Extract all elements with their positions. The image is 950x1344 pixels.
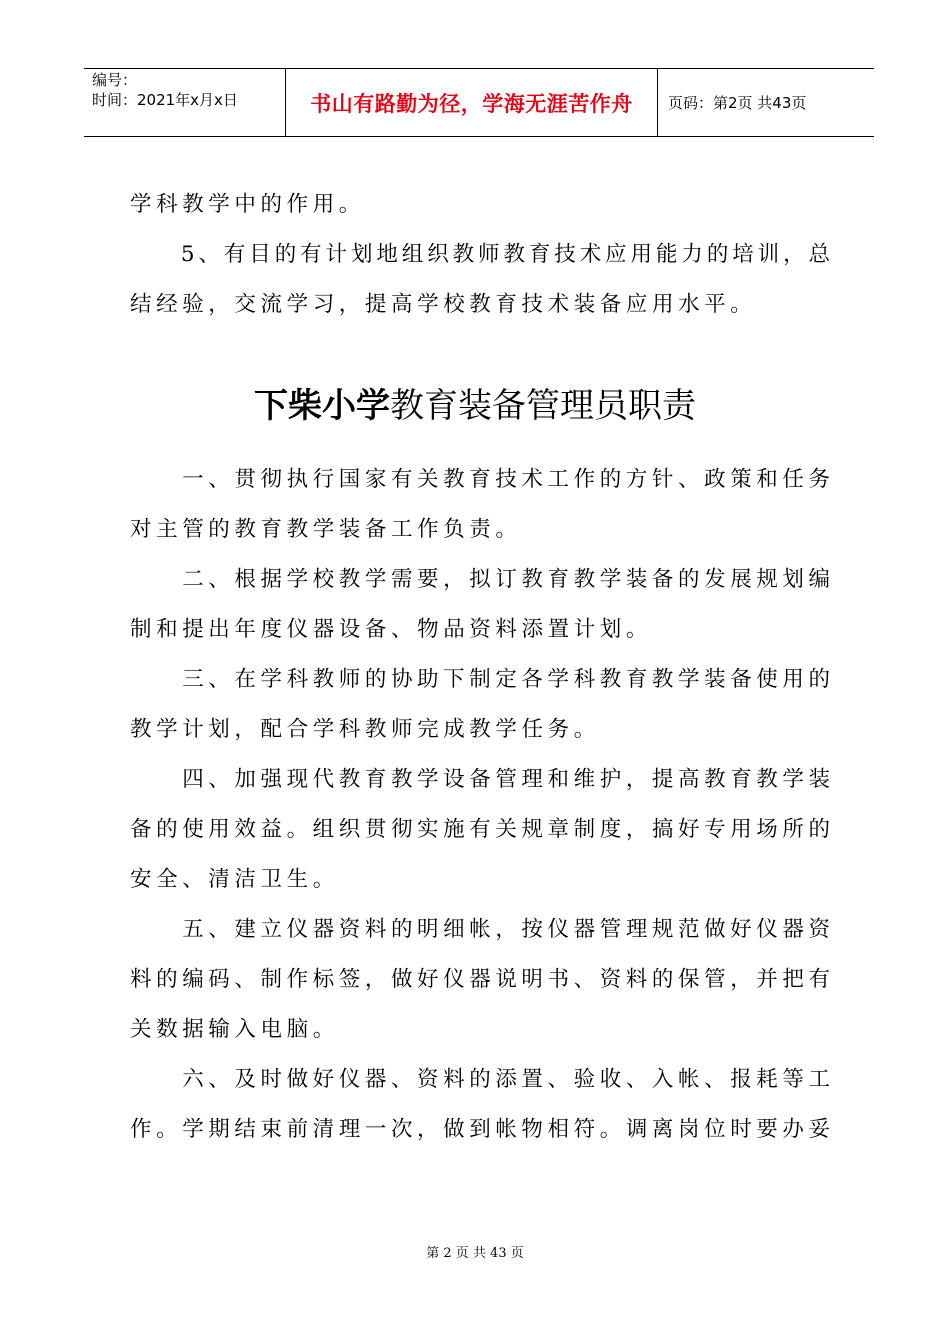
body-line-11: 料的编码、制作标签，做好仪器说明书、资料的保管，并把有 [130, 967, 830, 992]
intro-line-2: 5、有目的有计划地组织教师教育技术应用能力的培训，总 [130, 242, 830, 267]
header-top-rule [84, 68, 874, 69]
body-line-12: 关数据输入电脑。 [130, 1017, 339, 1042]
header-page-label: 页码：第2页 共43页 [668, 94, 807, 112]
body-line-4: 制和提出年度仪器设备、物品资料添置计划。 [130, 617, 653, 642]
section-title-rest: 教育装备管理员职责 [390, 386, 696, 426]
body-line-5: 三、在学科教师的协助下制定各学科教育教学装备使用的 [130, 667, 830, 692]
section-title-school: 下柴小学 [254, 386, 390, 426]
body-line-1: 一、贯彻执行国家有关教育技术工作的方针、政策和任务 [130, 467, 830, 492]
body-line-8: 备的使用效益。组织贯彻实施有关规章制度，搞好专用场所的 [130, 817, 830, 842]
intro-line-1: 学科教学中的作用。 [130, 192, 365, 217]
header-motto: 书山有路勤为径，学海无涯苦作舟 [310, 92, 633, 116]
page-footer: 第 2 页 共 43 页 [426, 1246, 524, 1261]
body-line-3: 二、根据学校教学需要，拟订教育教学装备的发展规划编 [130, 567, 830, 592]
body-line-9: 安全、清洁卫生。 [130, 867, 339, 892]
intro-line-3: 结经验，交流学习，提高学校教育技术装备应用水平。 [130, 292, 757, 317]
body-line-6: 教学计划，配合学科教师完成教学任务。 [130, 717, 600, 742]
body-line-14: 作。学期结束前清理一次，做到帐物相符。调离岗位时要办妥 [130, 1117, 830, 1142]
header-time-label: 时间：2021年x月x日 [92, 91, 238, 109]
body-line-7: 四、加强现代教育教学设备管理和维护，提高教育教学装 [130, 767, 830, 792]
header-code-label: 编号： [92, 71, 138, 89]
header-bottom-rule [84, 136, 874, 137]
body-line-13: 六、及时做好仪器、资料的添置、验收、入帐、报耗等工 [130, 1067, 830, 1092]
body-line-2: 对主管的教育教学装备工作负责。 [130, 517, 522, 542]
section-title [0, 384, 950, 428]
header-divider-right [657, 68, 658, 136]
body-line-10: 五、建立仪器资料的明细帐，按仪器管理规范做好仪器资 [130, 917, 830, 942]
